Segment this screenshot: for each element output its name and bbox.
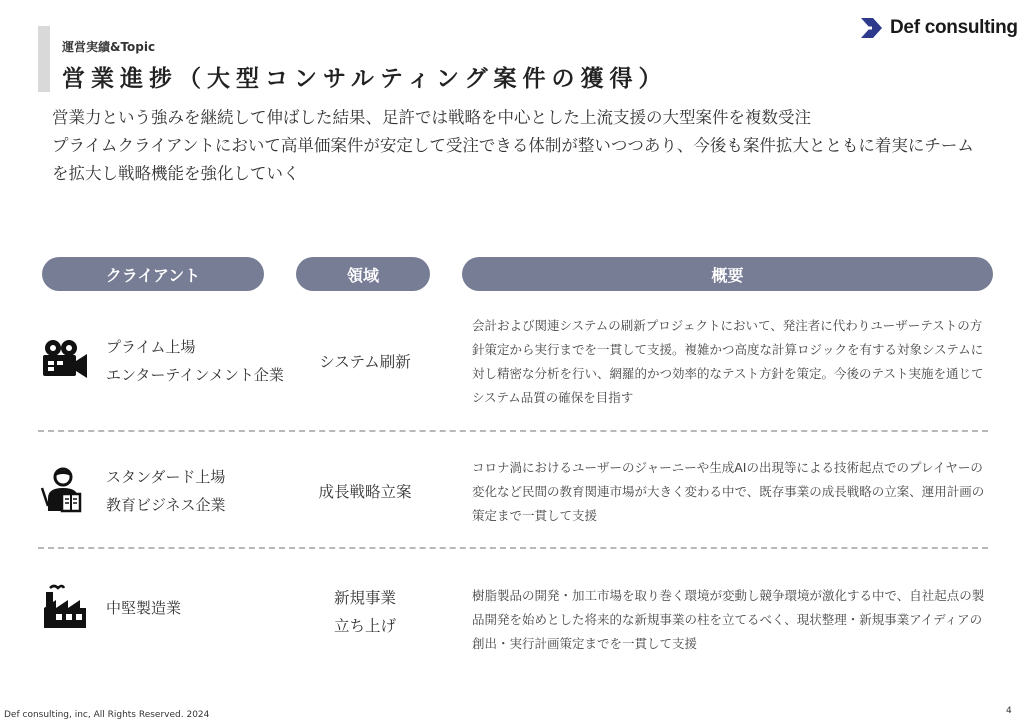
client-name — [106, 333, 284, 389]
section-subtitle: 運営実績&Topic — [62, 40, 156, 54]
client-line: 教育ビジネス企業 — [106, 496, 226, 514]
copyright-footer: Def consulting, inc, All Rights Reserved. 2024 — [4, 710, 210, 720]
page-title: 営業進捗（大型コンサルティング案件の獲得） — [62, 66, 668, 92]
client-name — [106, 463, 226, 519]
summary-text: コロナ渦におけるユーザーのジャーニーや生成AIの出現等による技術起点でのプレイヤーの変化など民間の教育関連市場が大きく変わる中で、既存事業の成長戦略の立案、運用計画の策定まで一貫して支援 — [472, 460, 985, 523]
client-line: スタンダード上場 — [106, 468, 226, 486]
domain-line: システム刷新 — [319, 353, 411, 371]
client-line: 中堅製造業 — [106, 599, 182, 617]
client-line: プライム上場 — [106, 338, 196, 356]
page-number: 4 — [1006, 706, 1012, 716]
domain-cell — [290, 478, 440, 506]
domain-line: 立ち上げ — [333, 617, 396, 635]
title-accent-bar — [38, 26, 50, 92]
def-logo-mark-icon — [860, 16, 884, 40]
intro-line-1: 営業力という強みを継続して伸ばした結果、足許では戦略を中心とした上流支援の大型案件を複数受注 — [52, 108, 811, 127]
header-summary: 概要 — [462, 257, 993, 291]
domain-cell — [290, 584, 440, 640]
company-logo — [860, 16, 1018, 40]
row-divider — [38, 547, 988, 549]
summary-text: 会計および関連システムの刷新プロジェクトにおいて、発注者に代わりユーザーテストの方針策定から実行までを一貫して支援。複雑かつ高度な計算ロジックを有する対象システムに対し精密な分析を行い、網羅的かつ効率的なテスト方針を策定。今後のテスト実施を通じてシステム品質の確保を目指す — [472, 318, 984, 405]
domain-line: 新規事業 — [333, 589, 396, 607]
logo-text: Def consulting — [890, 17, 1018, 38]
header-client: クライアント — [42, 257, 264, 291]
row-divider — [38, 430, 988, 432]
film-camera-icon — [40, 336, 90, 386]
client-name — [106, 594, 181, 622]
header-domain: 領域 — [296, 257, 430, 291]
summary-text: 樹脂製品の開発・加工市場を取り巻く環境が変動し競争環境が激化する中で、自社起点の製品開発を始めとした将来的な新規事業の柱を立てるべく、現状整理・新規事業アイディアの創出・実行計画策定までを一貫して支援 — [472, 588, 985, 651]
factory-icon — [40, 582, 90, 632]
teacher-icon — [40, 466, 90, 516]
client-line: エンターテインメント企業 — [106, 366, 284, 384]
domain-cell — [290, 348, 440, 376]
intro-text — [52, 104, 982, 188]
domain-line: 成長戦略立案 — [318, 483, 412, 501]
intro-line-2: プライムクライアントにおいて高単価案件が安定して受注できる体制が整いつつあり、今後も案件拡大とともに着実にチームを拡大し戦略機能を強化していく — [52, 136, 974, 183]
